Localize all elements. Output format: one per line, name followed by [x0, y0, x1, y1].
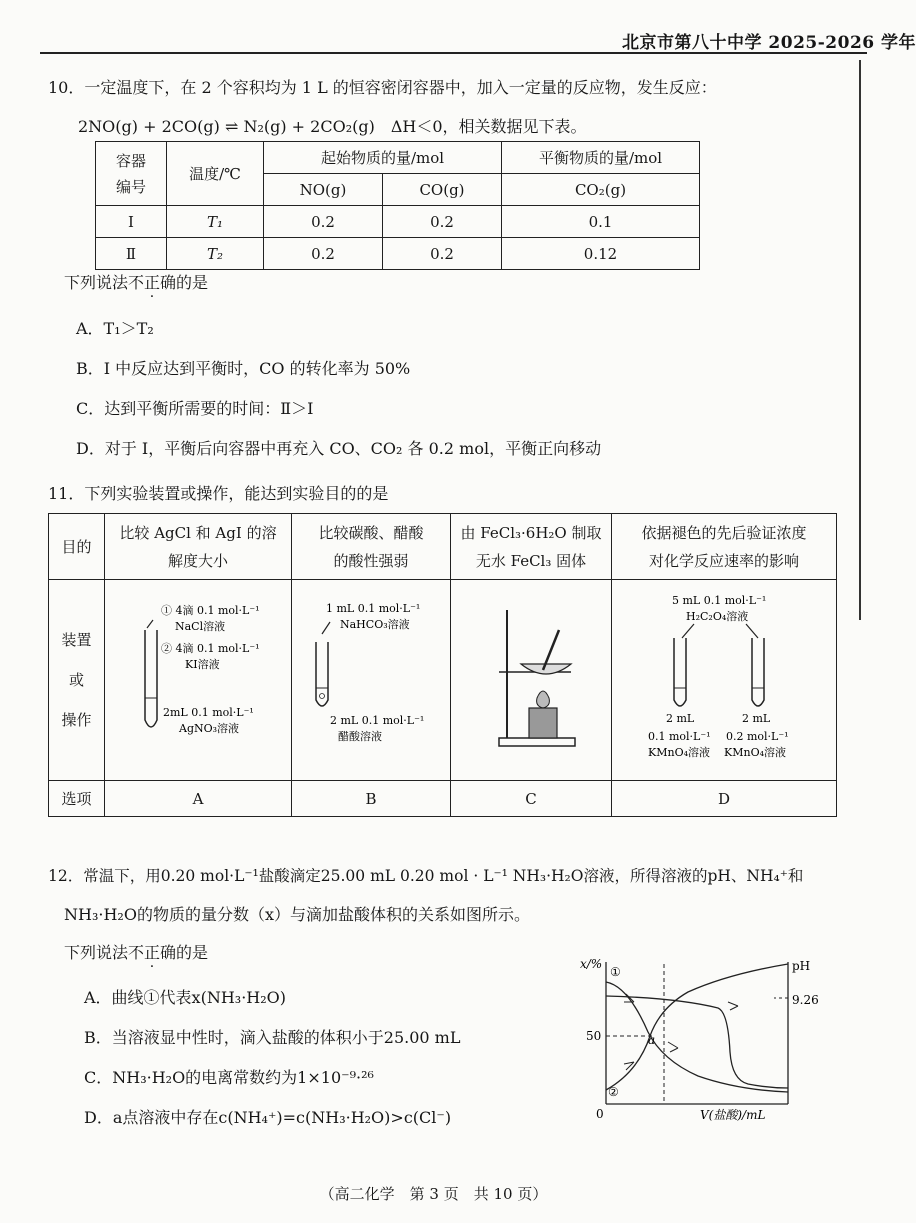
x-axis-label: V(盐酸)/mL	[700, 1108, 766, 1122]
row-no: 0.2	[264, 238, 383, 270]
header-rule	[40, 52, 867, 54]
label: 0.2 mol·L⁻¹	[726, 730, 789, 743]
evaporation-setup-diagram	[451, 580, 611, 780]
apparatus-c	[451, 580, 612, 781]
exam-header: 北京市第八十中学 2025-2026 学年	[622, 33, 916, 53]
label: 1 mL 0.1 mol·L⁻¹	[326, 602, 421, 615]
page-edge-mark	[859, 60, 867, 620]
option-b-cell[interactable]: B	[292, 781, 451, 817]
table-row	[96, 206, 700, 238]
test-tube-b-diagram	[292, 580, 450, 780]
curve2-label: ②	[608, 1085, 619, 1099]
label: 5 mL 0.1 mol·L⁻¹	[672, 594, 767, 607]
q10-option-d[interactable]: D．对于 Ⅰ，平衡后向容器中再充入 CO、CO₂ 各 0.2 mol，平衡正向移动	[76, 439, 602, 458]
row-no: 0.2	[264, 206, 383, 238]
q10-stem: 10．一定温度下，在 2 个容积均为 1 L 的恒容密闭容器中，加入一定量的反应物，发生反应：	[48, 78, 717, 97]
test-tubes-d-diagram	[612, 580, 836, 780]
curve-ph	[606, 996, 788, 1088]
col-co: CO(g)	[383, 174, 502, 206]
arrow-icon	[728, 1002, 738, 1010]
label: NaCl溶液	[175, 620, 226, 633]
label: ② 4滴 0.1 mol·L⁻¹	[161, 642, 260, 655]
q12-stem-line2: NH₃·H₂O的物质的量分数（x）与滴加盐酸体积的关系如图所示。	[64, 905, 530, 924]
col-co2: CO₂(g)	[502, 174, 700, 206]
label: KI溶液	[185, 658, 220, 671]
q10-option-c[interactable]: C．达到平衡所需要的时间：Ⅱ＞Ⅰ	[76, 399, 314, 418]
row-co2: 0.1	[502, 206, 700, 238]
q12-option-c[interactable]: C．NH₃·H₂O的电离常数约为1×10⁻⁹·²⁶	[84, 1068, 374, 1087]
col-no: NO(g)	[264, 174, 383, 206]
y-50-label: 50	[586, 1029, 602, 1043]
test-tube-icon	[674, 638, 686, 706]
purpose-c: 由 FeCl₃·6H₂O 制取 无水 FeCl₃ 固体	[451, 514, 612, 580]
q10-data-table	[95, 141, 700, 270]
right-axis-label: pH	[792, 959, 811, 973]
col-equilibrium-amount: 平衡物质的量/mol	[502, 142, 700, 174]
q12-stem-line1: 12．常温下，用0.20 mol·L⁻¹盐酸滴定25.00 mL 0.20 mol · L⁻¹ NH₃·H₂O溶液，所得溶液的pH、NH₄⁺和	[48, 867, 804, 885]
apparatus-a	[105, 580, 292, 781]
label: KMnO₄溶液	[648, 746, 710, 759]
label: ① 4滴 0.1 mol·L⁻¹	[161, 604, 260, 617]
q12-option-a[interactable]: A．曲线①代表x(NH₃·H₂O)	[84, 988, 287, 1007]
test-tube-a-diagram	[105, 580, 291, 780]
label: NaHCO₃溶液	[340, 618, 410, 631]
label: 2 mL 0.1 mol·L⁻¹	[330, 714, 425, 727]
arrow-icon	[147, 620, 153, 628]
test-tube-icon	[145, 630, 157, 727]
label: 醋酸溶液	[338, 730, 382, 743]
test-tube-icon	[316, 642, 328, 706]
origin-label: 0	[596, 1107, 604, 1121]
row-co: 0.2	[383, 206, 502, 238]
col-container-id: 容器 编号	[96, 142, 167, 206]
label: 2 mL	[742, 712, 771, 725]
q12-option-d[interactable]: D．a点溶液中存在c(NH₄⁺)=c(NH₃·H₂O)>c(Cl⁻)	[84, 1108, 452, 1127]
q11-stem: 11．下列实验装置或操作，能达到实验目的的是	[48, 484, 389, 503]
arrow-icon	[682, 624, 694, 638]
titration-graph	[578, 952, 836, 1122]
option-a-cell[interactable]: A	[105, 781, 292, 817]
row-temp: T₂	[167, 238, 264, 270]
stand-base-icon	[499, 738, 575, 746]
y-axis-label: x/%	[580, 957, 603, 971]
row-id: Ⅱ	[96, 238, 167, 270]
apparatus-b	[292, 580, 451, 781]
test-tube-icon	[752, 638, 764, 706]
q12-option-b[interactable]: B．当溶液显中性时，滴入盐酸的体积小于25.00 mL	[84, 1028, 461, 1047]
curve-nh4-fraction	[606, 964, 788, 1090]
option-c-cell[interactable]: C	[451, 781, 612, 817]
row-temp: T₁	[167, 206, 264, 238]
col-start-amount: 起始物质的量/mol	[264, 142, 502, 174]
purpose-b: 比较碳酸、醋酸 的酸性强弱	[292, 514, 451, 580]
label: KMnO₄溶液	[724, 746, 786, 759]
option-d-cell[interactable]: D	[612, 781, 837, 817]
q12-prompt: 下列说法不正确的是	[64, 943, 209, 962]
ph-value-label: 9.26	[792, 993, 819, 1007]
row-co2: 0.12	[502, 238, 700, 270]
col-temperature: 温度/℃	[167, 142, 264, 206]
arrow-icon	[746, 624, 758, 638]
table-row	[96, 238, 700, 270]
flame-icon	[537, 691, 550, 708]
row-label-device: 装置 或 操作	[49, 580, 105, 781]
q11-experiment-table	[48, 513, 837, 817]
row-label-purpose: 目的	[49, 514, 105, 580]
q10-option-b[interactable]: B．Ⅰ 中反应达到平衡时，CO 的转化率为 50%	[76, 359, 411, 378]
alcohol-lamp-icon	[529, 708, 557, 738]
row-co: 0.2	[383, 238, 502, 270]
q10-reaction: 2NO(g) + 2CO(g) ⇌ N₂(g) + 2CO₂(g) ΔH＜0，相关数据见下表。	[78, 117, 587, 136]
label: 2 mL	[666, 712, 695, 725]
label: H₂C₂O₄溶液	[686, 610, 749, 623]
point-a-label: a	[648, 1033, 656, 1047]
q10-option-a[interactable]: A．T₁＞T₂	[76, 319, 154, 338]
page-footer: （高二化学 第 3 页 共 10 页）	[319, 1185, 548, 1203]
arrow-icon	[668, 1042, 678, 1052]
arrow-icon	[322, 622, 330, 634]
row-id: Ⅰ	[96, 206, 167, 238]
label: AgNO₃溶液	[179, 722, 240, 735]
apparatus-d	[612, 580, 837, 781]
purpose-a: 比较 AgCl 和 AgI 的溶 解度大小	[105, 514, 292, 580]
label: 0.1 mol·L⁻¹	[648, 730, 711, 743]
curve1-label: ①	[610, 965, 621, 979]
q10-prompt: 下列说法不正确的是	[64, 273, 209, 292]
row-label-option: 选项	[49, 781, 105, 817]
curve-nh3-fraction	[606, 982, 788, 1092]
label: 2mL 0.1 mol·L⁻¹	[163, 706, 254, 719]
purpose-d: 依据褪色的先后验证浓度 对化学反应速率的影响	[612, 514, 837, 580]
